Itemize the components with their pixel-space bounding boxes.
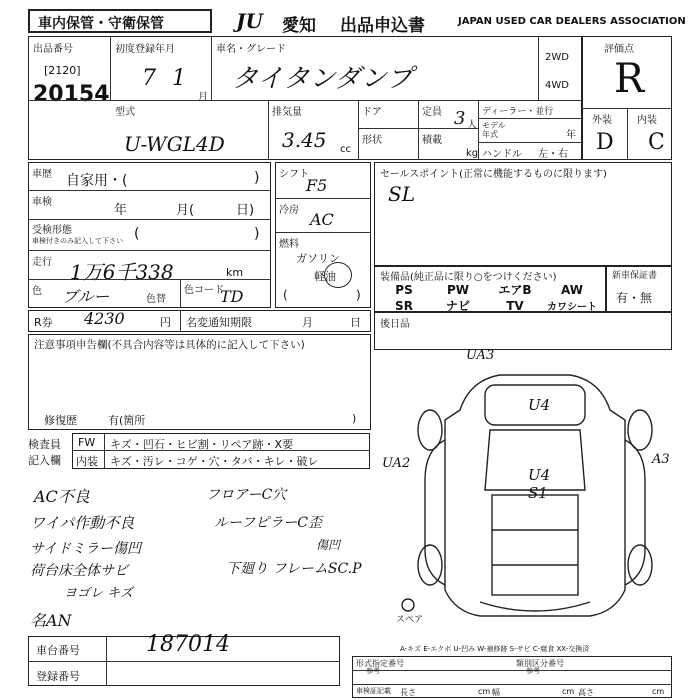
capacity-label: 定員: [422, 107, 442, 118]
recycle-unit: 円: [160, 316, 171, 329]
inspector-label-2: 記入欄: [28, 454, 61, 467]
inspection-month: 月(: [176, 203, 195, 218]
type-label: 形式指定番号: [356, 659, 404, 668]
exterior-value: D: [596, 130, 614, 155]
warranty-options: 有・無: [616, 291, 653, 305]
shape-label: 形状: [362, 135, 382, 146]
length-label: 長さ: [400, 688, 416, 697]
model-label: 型式: [115, 107, 135, 118]
cc-unit: cc: [340, 144, 351, 155]
ju-logo: [236, 9, 284, 31]
storage-badge-text: 車内保管・守衛保管: [38, 16, 164, 32]
length-cm: cm: [478, 687, 491, 696]
color-code-value: TD: [220, 287, 244, 306]
receive-note: 車検付きのみ記入して下さい: [32, 237, 123, 245]
lot-number: 20154: [33, 82, 110, 107]
displacement-value: 3.45: [282, 128, 327, 152]
history-close: ): [254, 170, 260, 186]
receive-label: 受検形態: [32, 225, 72, 236]
person-unit: 人: [467, 120, 477, 131]
note-ac: AC不良: [34, 487, 90, 506]
width-cm: cm: [562, 687, 575, 696]
registration-month: 1: [172, 66, 186, 91]
cooler-value: AC: [310, 210, 334, 229]
color-change-label: 色替: [146, 294, 166, 305]
receive-close: ): [254, 226, 260, 242]
note-roof-pillar: ルーフピラーC歪: [214, 515, 323, 531]
selling-points-value: SL: [388, 182, 415, 206]
inspector-interior-label: 内装: [76, 455, 98, 468]
interior-label: 内装: [637, 115, 657, 126]
name-change-day: 日: [350, 316, 361, 329]
chassis-label: 車台番号: [36, 644, 80, 657]
fuel-gasoline: ガソリン: [296, 252, 340, 265]
equipment-item-aw: AW: [561, 283, 583, 297]
diagram-mark-ua3: UA3: [466, 348, 495, 363]
registration-label: 初度登録年月: [115, 44, 175, 55]
fuel-label: 燃料: [279, 239, 299, 250]
inspector-fw-items: キズ・凹石・ヒビ割・リペア跡・X要: [110, 438, 294, 451]
repair-close: ): [352, 412, 357, 425]
receive-open: (: [134, 226, 140, 242]
drive-4wd: 4WD: [545, 80, 569, 91]
inspector-fw-label: FW: [78, 436, 96, 449]
handle-options: 左・右: [538, 149, 568, 160]
inspect-label: 車検証記載: [356, 687, 391, 695]
dealer-label: ディーラー・並行: [482, 107, 554, 117]
note-name: 名AN: [30, 611, 72, 630]
ref-label: 参考: [366, 667, 380, 675]
history-label: 車歴: [32, 169, 52, 180]
note-dirt-scratch: ヨゴレ キズ: [64, 586, 133, 601]
equipment-item-airbag: エアB: [498, 283, 532, 297]
equipment-item-ps: PS: [395, 283, 413, 297]
fuel-light-oil: 軽油: [314, 270, 336, 283]
equipment-label: 装備品(純正品に限り○をつけください): [380, 272, 557, 283]
color-value: ブルー: [62, 287, 110, 306]
height-label: 高さ: [578, 688, 594, 697]
equipment-item-navi: ナビ: [445, 299, 470, 313]
vehicle-name-value: タイタンダンプ: [232, 64, 413, 94]
fuel-close-paren: ): [356, 288, 361, 302]
kg-unit: kg: [466, 148, 479, 159]
diagram-mark-u4-top: U4: [528, 396, 551, 414]
handle-label: ハンドル: [482, 149, 522, 160]
name-change-month: 月: [302, 316, 313, 329]
note-mirror: サイドミラー傷凹: [30, 541, 142, 557]
width-label: 幅: [492, 688, 500, 697]
height-cm: cm: [652, 687, 665, 696]
equipment-item-leather: カワシート: [547, 302, 597, 313]
ju-logo-text: JU: [236, 9, 263, 33]
diagram-mark-u4-mid: U4: [528, 466, 551, 484]
mileage-unit: km: [226, 266, 244, 279]
year-unit: 年: [566, 130, 576, 141]
note-underbody: 下廻り フレームSC.P: [226, 561, 362, 577]
name-change-label: 名変通知期限: [186, 316, 252, 329]
storage-badge: [28, 9, 212, 33]
repair-value: 有(箇所: [108, 414, 146, 427]
inspection-year: 年: [114, 203, 128, 218]
shift-value: F5: [306, 176, 328, 195]
cooler-label: 冷房: [279, 205, 299, 216]
history-value: 自家用・(: [66, 173, 128, 189]
ref2-label: 参考: [526, 667, 540, 675]
form-title: 出品申込書: [340, 16, 425, 36]
equipment-item-pw: PW: [446, 283, 470, 297]
door-label: ドア: [362, 107, 382, 118]
diagram-mark-s1: S1: [528, 484, 548, 502]
equipment-item-tv: TV: [506, 299, 524, 313]
post-date-block: [374, 312, 672, 350]
lot-label: 出品番号: [33, 44, 73, 55]
equipment-grid: [378, 281, 604, 313]
inspector-label-1: 検査員: [28, 438, 61, 451]
inspection-day: 日): [236, 203, 255, 218]
load-label: 積載: [422, 135, 442, 146]
note-scratch-dent: 傷凹: [316, 538, 341, 552]
rating-value: R: [614, 56, 645, 102]
diagram-mark-ua2: UA2: [382, 456, 411, 471]
recycle-value: 4230: [84, 309, 125, 328]
inspector-interior-items: キズ・汚レ・コゲ・穴・タバ・キレ・破レ: [110, 455, 319, 468]
note-floor: フロアーC穴: [206, 487, 287, 503]
selling-points-label: セールスポイント(正常に機能するものに限ります): [380, 169, 607, 180]
note-wiper: ワイパ作動不良: [30, 514, 135, 532]
lot-code: [2120]: [44, 64, 81, 77]
note-bed-rust: 荷台床全体サビ: [30, 563, 128, 579]
model-year-label: モデル年式: [482, 121, 506, 139]
damage-legend: A-キズ E-エクボ U-凹み W-補修跡 S-サビ C-腐食 XX-交換済: [400, 645, 590, 653]
registration-month-unit: 月: [198, 92, 208, 103]
diagram-mark-a3: A3: [652, 452, 670, 467]
prefecture: 愛知: [282, 16, 316, 36]
chassis-value: 187014: [146, 632, 230, 657]
fuel-open-paren: (: [283, 288, 288, 302]
shift-label: シフト: [279, 169, 309, 180]
equipment-item-sr: SR: [395, 299, 413, 313]
interior-value: C: [648, 130, 665, 155]
vehicle-name-label: 車名・グレード: [216, 44, 286, 55]
post-date-label: 後日品: [380, 319, 410, 330]
class-label: 類別区分番号: [516, 659, 564, 668]
repair-label: 修復歴: [44, 414, 77, 427]
mileage-label: 走行: [32, 257, 52, 268]
color-code-label: 色コード: [184, 285, 224, 296]
color-label: 色: [32, 286, 42, 297]
inspection-label: 車検: [32, 197, 52, 208]
spare-label: スペア: [396, 615, 424, 625]
recycle-label: R券: [34, 316, 53, 329]
model-value: U-WGL4D: [124, 132, 225, 156]
exterior-label: 外装: [592, 115, 612, 126]
capacity-value: 3: [454, 108, 466, 129]
association-name: JAPAN USED CAR DEALERS ASSOCIATION: [458, 16, 686, 27]
fuel-circle-mark: [324, 262, 352, 288]
reg-number-label: 登録番号: [36, 670, 80, 683]
rating-label: 評価点: [604, 44, 634, 55]
notes-label: 注意事項申告欄(不具合内容等は具体的に記入して下さい): [34, 339, 305, 351]
displacement-label: 排気量: [272, 107, 302, 118]
mileage-value: 1万6千338: [70, 260, 174, 284]
registration-year: 7: [142, 66, 156, 91]
drive-2wd: 2WD: [545, 52, 569, 63]
warranty-label: 新車保証書: [612, 271, 658, 281]
